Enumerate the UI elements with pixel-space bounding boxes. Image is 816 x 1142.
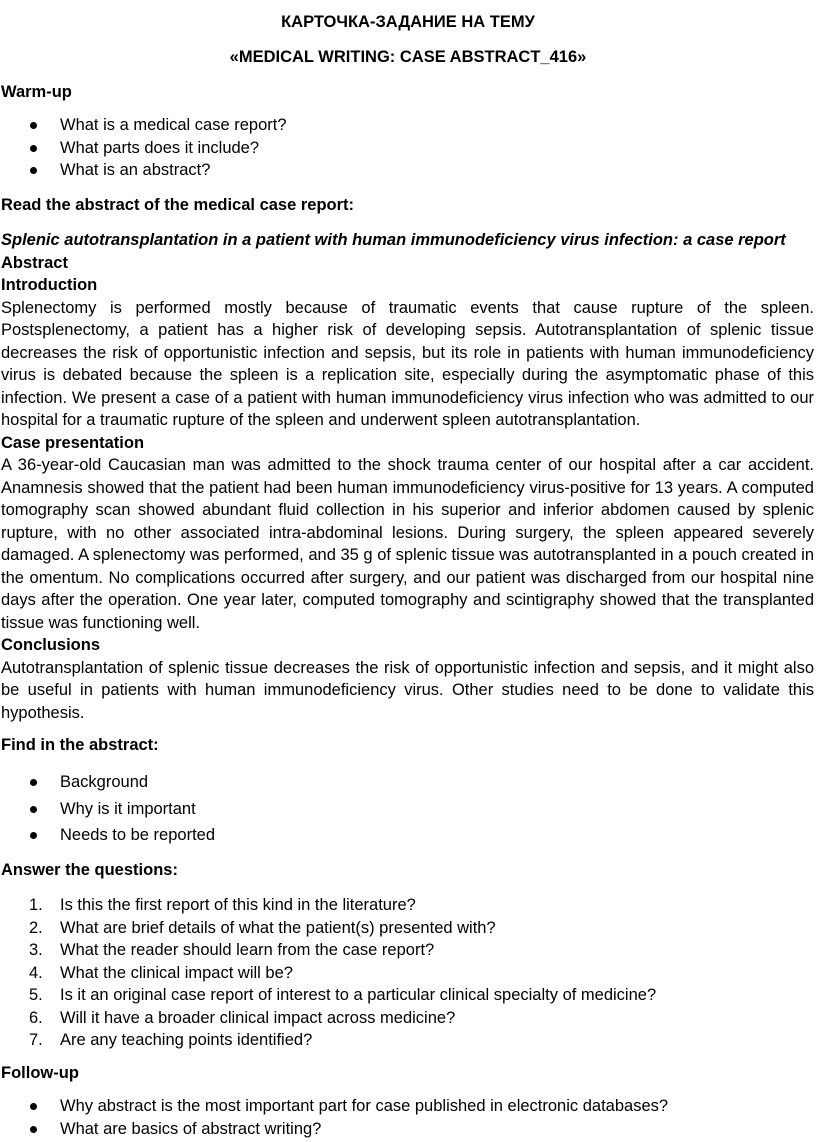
list-item: What are basics of abstract writing? bbox=[0, 1118, 816, 1141]
conclusions-text: Autotransplantation of splenic tissue decreases the risk of opportunistic infection and sepsis, and it might also be useful in patients with human immunodeficiency virus. Other studies need to be done to validate this hypothesis. bbox=[1, 658, 814, 722]
bullet-icon bbox=[30, 145, 37, 152]
conclusions-label: Conclusions bbox=[1, 636, 101, 654]
bullet-icon bbox=[30, 122, 37, 129]
list-item: What is an abstract? bbox=[0, 159, 816, 182]
followup-list bbox=[0, 1095, 816, 1140]
list-item: 3. What the reader should learn from the case report? bbox=[29, 941, 435, 959]
bullet-icon bbox=[30, 1103, 37, 1110]
list-item: Background bbox=[0, 769, 816, 796]
list-item: What is a medical case report? bbox=[0, 114, 816, 137]
list-item: Why is it important bbox=[0, 796, 816, 823]
list-item: Why abstract is the most important part for case published in electronic databases? bbox=[0, 1095, 816, 1118]
case-presentation-text: A 36-year-old Caucasian man was admitted to the shock trauma center of our hospital after a car accident. Anamnesis showed that the patient had been human immunodeficiency virus-positive for 13 years. A computed tomography scan showed abundant fluid collection in his superior and inferior abdomen caused by splenic rupture, with no other associated intra-abdominal lesions. During surgery, the spleen appeared severely damaged. A splenectomy was performed, and 35 g of splenic tissue was autotransplanted in a pouch created in the omentum. No complications occurred after surgery, and our patient was discharged from our hospital nine days after the operation. One year later, computed tomography and scintigraphy showed that the transplanted tissue was functioning well. bbox=[1, 456, 814, 632]
find-list bbox=[0, 769, 816, 849]
list-item: 4. What the clinical impact will be? bbox=[29, 963, 293, 982]
abstract-label: Abstract bbox=[1, 253, 68, 272]
bullet-icon bbox=[30, 1126, 37, 1133]
questions-heading: Answer the questions: bbox=[1, 861, 178, 879]
bullet-icon bbox=[30, 832, 37, 839]
article bbox=[0, 229, 816, 724]
bullet-icon bbox=[30, 806, 37, 813]
find-heading: Find in the abstract: bbox=[1, 736, 159, 754]
warmup-list bbox=[0, 114, 816, 182]
introduction-label: Introduction bbox=[1, 276, 98, 294]
list-item: 1. Is this the first report of this kind in the literature? bbox=[29, 896, 416, 914]
title-line-2: «MEDICAL WRITING: CASE ABSTRACT_416» bbox=[229, 48, 587, 66]
read-heading: Read the abstract of the medical case report: bbox=[1, 196, 355, 214]
list-item: 7. Are any teaching points identified? bbox=[29, 1031, 313, 1049]
introduction-text: Splenectomy is performed mostly because of traumatic events that cause rupture of the spleen. Postsplenectomy, a patient has a higher risk of developing sepsis. Autotransplantation of splenic tissue decreases the risk of opportunistic infection and sepsis, but its role in patients with human immunodeficiency virus is debated because the spleen is a replication site, especially during the asymptomatic phase of this infection. We present a case of a patient with human immunodeficiency virus infection who was admitted to our hospital for a traumatic rupture of the spleen and underwent spleen autotransplantation. bbox=[1, 298, 814, 429]
bullet-icon bbox=[30, 167, 37, 174]
warmup-heading: Warm-up bbox=[1, 83, 72, 101]
list-item: 5. Is it an original case report of interest to a particular clinical specialty of medicine? bbox=[29, 986, 657, 1004]
title-line-1: КАРТОЧКА-ЗАДАНИЕ НА ТЕМУ bbox=[281, 13, 535, 31]
list-item: Needs to be reported bbox=[0, 822, 816, 849]
bullet-icon bbox=[30, 779, 37, 786]
list-item: 2. What are brief details of what the patient(s) presented with? bbox=[29, 918, 496, 937]
list-item: 6. Will it have a broader clinical impact across medicine? bbox=[29, 1008, 456, 1027]
followup-heading: Follow-up bbox=[1, 1064, 79, 1082]
article-title: Splenic autotransplantation in a patient with human immunodeficiency virus infection: a case report bbox=[1, 231, 786, 249]
case-presentation-label: Case presentation bbox=[1, 433, 145, 452]
list-item: What parts does it include? bbox=[0, 137, 816, 160]
questions-list bbox=[0, 894, 816, 1052]
